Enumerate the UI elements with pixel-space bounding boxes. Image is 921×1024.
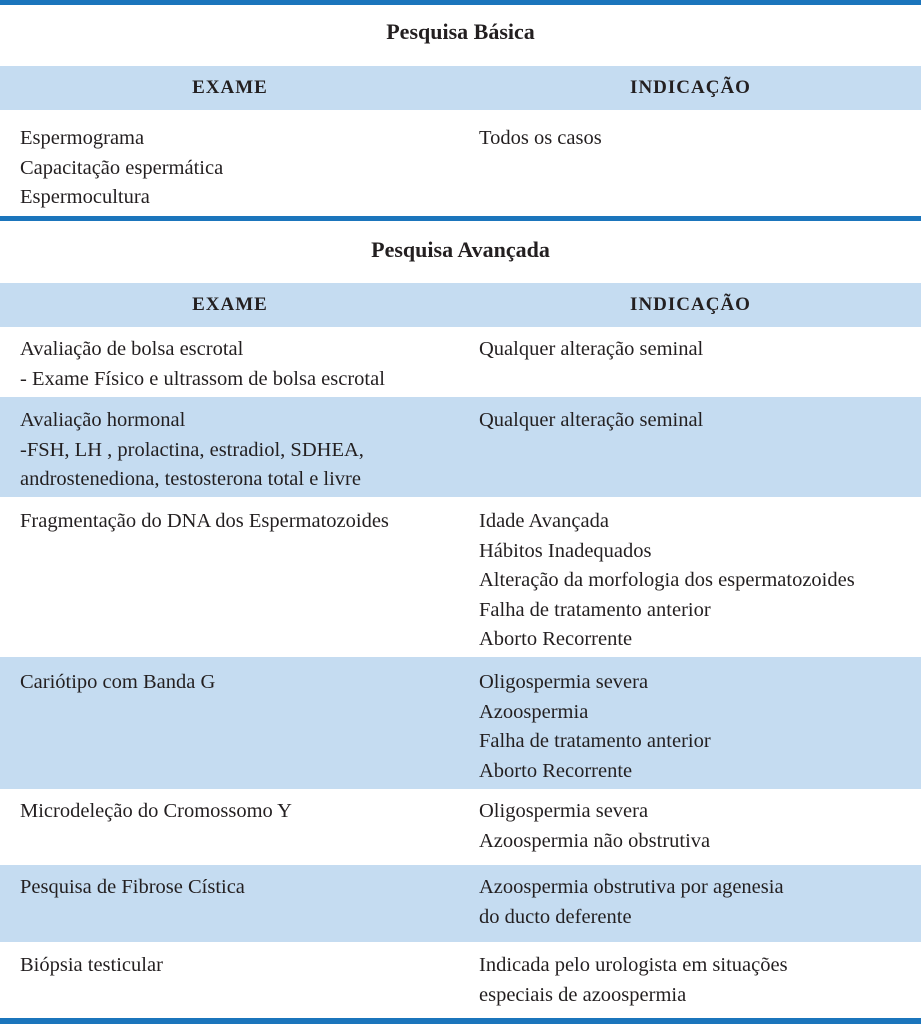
basic-header-exame: EXAME <box>192 77 268 98</box>
exam-line: androstenediona, testosterona total e livre <box>20 468 361 490</box>
indication-cell <box>479 507 919 655</box>
indication-line: Azoospermia obstrutiva por agenesia <box>479 876 784 898</box>
indication-line: especiais de azoospermia <box>479 983 687 1006</box>
exam-cell <box>20 873 465 903</box>
exam-line: Fragmentação do DNA dos Espermatozoides <box>20 510 389 532</box>
indication-cell <box>479 873 919 932</box>
exam-cell <box>20 507 465 537</box>
indication-line: Indicada pelo urologista em situações <box>479 954 788 976</box>
indication-line: Aborto Recorrente <box>479 628 633 650</box>
exam-line: Avaliação hormonal <box>20 409 186 431</box>
indication-line: Falha de tratamento anterior <box>479 598 711 621</box>
indication-cell <box>479 335 919 365</box>
indication-line: Idade Avançada <box>479 510 609 532</box>
advanced-row-5 <box>0 865 921 942</box>
indication-cell <box>479 124 919 154</box>
section-divider-rule <box>0 216 921 221</box>
exam-cell <box>20 951 465 981</box>
advanced-row-4 <box>0 789 921 865</box>
basic-header-indicacao: INDICAÇÃO <box>630 77 751 98</box>
indication-cell <box>479 406 919 436</box>
exam-line: - Exame Físico e ultrassom de bolsa escrotal <box>20 367 385 390</box>
advanced-row-3 <box>0 657 921 789</box>
exam-line: Espermograma <box>20 127 145 149</box>
advanced-row-0 <box>0 327 921 397</box>
exam-cell <box>20 335 465 394</box>
exam-line: Pesquisa de Fibrose Cística <box>20 876 245 898</box>
advanced-row-1 <box>0 397 921 497</box>
indication-cell <box>479 951 919 1010</box>
exam-cell <box>20 406 465 495</box>
exam-line: Avaliação de bolsa escrotal <box>20 338 244 360</box>
indication-line: Azoospermia não obstrutiva <box>479 829 711 852</box>
advanced-row-2 <box>0 497 921 657</box>
advanced-row-6 <box>0 942 921 1018</box>
indication-line: Azoospermia <box>479 700 589 723</box>
exam-cell <box>20 797 465 827</box>
indication-line: Qualquer alteração seminal <box>479 409 704 431</box>
exam-line: Espermocultura <box>20 186 150 208</box>
indication-cell <box>479 668 919 786</box>
indication-line: Hábitos Inadequados <box>479 539 652 562</box>
indication-line: Alteração da morfologia dos espermatozoides <box>479 569 855 591</box>
exam-cell <box>20 124 465 213</box>
advanced-header-row <box>0 283 921 327</box>
indication-line: Aborto Recorrente <box>479 759 633 782</box>
exam-line: Biópsia testicular <box>20 954 163 976</box>
basic-row-0 <box>0 110 921 216</box>
indication-line: Falha de tratamento anterior <box>479 730 711 752</box>
indication-line: Qualquer alteração seminal <box>479 338 704 360</box>
basic-section-title: Pesquisa Básica <box>386 19 535 44</box>
advanced-header-indicacao: INDICAÇÃO <box>630 294 751 315</box>
indication-line: Oligospermia severa <box>479 800 649 822</box>
exam-line: Microdeleção do Cromossomo Y <box>20 800 292 822</box>
indication-line: do ducto deferente <box>479 905 632 928</box>
advanced-section-title: Pesquisa Avançada <box>371 237 550 262</box>
top-rule <box>0 0 921 5</box>
advanced-header-exame: EXAME <box>192 294 268 315</box>
indication-line: Todos os casos <box>479 127 602 149</box>
exam-cell <box>20 668 465 698</box>
basic-header-row <box>0 66 921 110</box>
bottom-rule <box>0 1018 921 1024</box>
exam-line: Capacitação espermática <box>20 156 224 179</box>
exam-line: Cariótipo com Banda G <box>20 671 216 693</box>
indication-cell <box>479 797 919 856</box>
indication-line: Oligospermia severa <box>479 671 649 693</box>
exam-line: -FSH, LH , prolactina, estradiol, SDHEA, <box>20 438 364 461</box>
